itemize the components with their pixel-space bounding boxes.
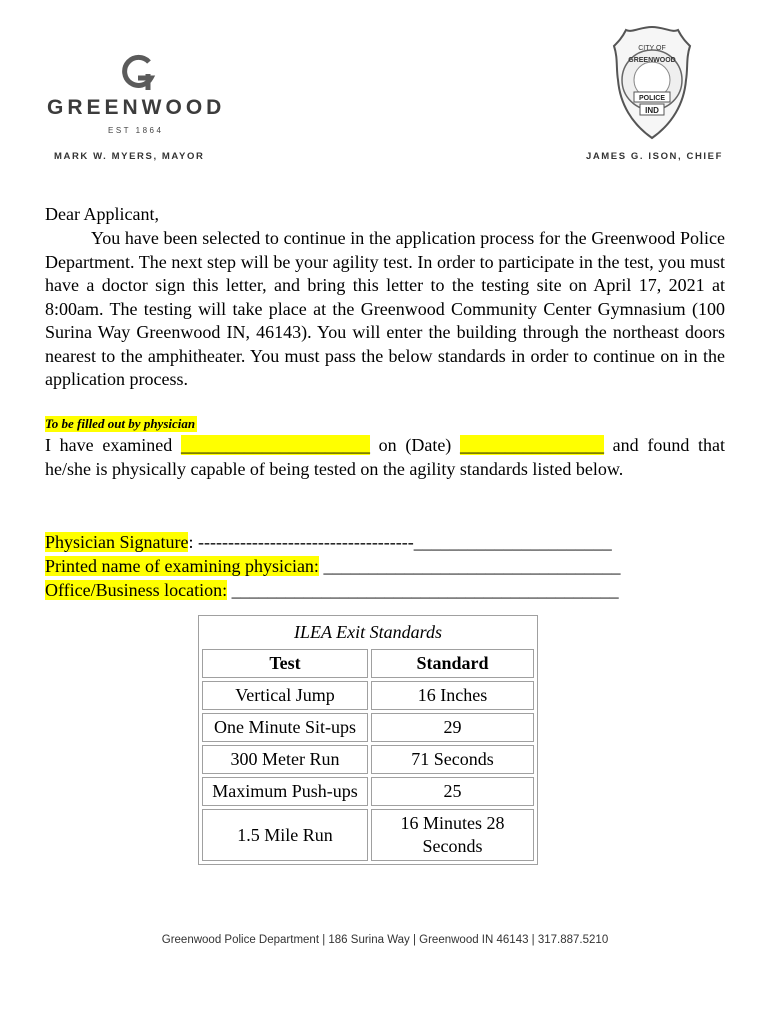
- standards-table: [198, 615, 538, 865]
- signature-line[interactable]: : ------------------------------------______________________: [188, 532, 612, 552]
- exam-text-b: on (Date): [369, 435, 460, 455]
- salutation: Dear Applicant,: [45, 204, 159, 224]
- office-location-label: Office/Business location:: [45, 580, 228, 600]
- applicant-name-blank[interactable]: _____________________: [180, 435, 370, 455]
- standards-title: ILEA Exit Standards: [294, 622, 442, 642]
- header-test: Test: [202, 649, 368, 678]
- body-paragraph-text: You have been selected to continue in the application process for the Greenwood Police Department. The next step will be your agility test. In order to participate in the test, you must have a doctor sign this letter, and bring this letter to the testing site on April 17, 2021 at 8:00am. The testing will take place at the Greenwood Community Center Gymnasium (100 Surina Way Greenwood IN, 46143). You will enter the building through the northeast doors nearest to the amphitheater. You must pass the below standards in order to continue on in the application process.: [45, 228, 725, 389]
- table-row: [202, 777, 534, 806]
- mayor-name: MARK W. MYERS, MAYOR: [54, 151, 205, 162]
- police-badge-icon: [610, 24, 694, 142]
- standard-cell: 16 Minutes 28 Seconds: [371, 809, 534, 861]
- test-cell: 1.5 Mile Run: [202, 809, 368, 861]
- table-row: [202, 681, 534, 710]
- established-text: EST 1864: [108, 126, 164, 135]
- badge-city-of: CITY OF: [638, 45, 666, 52]
- signature-label: Physician Signature: [45, 532, 189, 552]
- office-location-row[interactable]: [45, 579, 619, 603]
- standard-cell: 29: [371, 713, 534, 742]
- test-cell: Maximum Push-ups: [202, 777, 368, 806]
- exam-date-blank[interactable]: ________________: [459, 435, 604, 455]
- footer-address: Greenwood Police Department | 186 Surina Way | Greenwood IN 46143 | 317.887.5210: [161, 934, 609, 946]
- test-cell: Vertical Jump: [202, 681, 368, 710]
- table-row: [202, 713, 534, 742]
- exam-text-c: and found that he/she is physically capable of being tested on the agility standards listed below.: [45, 435, 725, 479]
- exam-text-a: I have examined: [45, 435, 181, 455]
- greenwood-g-logo-icon: [118, 50, 158, 96]
- standard-cell: 16 Inches: [371, 681, 534, 710]
- test-cell: One Minute Sit-ups: [202, 713, 368, 742]
- badge-police: POLICE: [638, 95, 666, 102]
- physician-signature-row[interactable]: [45, 531, 612, 555]
- office-location-line[interactable]: ___________________________________________: [227, 580, 619, 600]
- chief-name: JAMES G. ISON, CHIEF: [585, 151, 723, 162]
- standard-cell: 25: [371, 777, 534, 806]
- physician-note: To be filled out by physician: [45, 416, 196, 431]
- test-cell: 300 Meter Run: [202, 745, 368, 774]
- badge-state: IND: [645, 106, 659, 115]
- header-standard: Standard: [371, 649, 534, 678]
- physician-name-label: Printed name of examining physician:: [45, 556, 319, 576]
- physician-name-row[interactable]: [45, 555, 620, 579]
- table-row: [202, 745, 534, 774]
- physician-name-line[interactable]: _________________________________: [318, 556, 621, 576]
- exam-statement: [45, 434, 725, 481]
- body-paragraph: [45, 227, 725, 392]
- org-wordmark: GREENWOOD: [47, 96, 226, 119]
- standard-cell: 71 Seconds: [371, 745, 534, 774]
- table-row: [202, 809, 534, 861]
- badge-city: GREENWOOD: [628, 57, 676, 64]
